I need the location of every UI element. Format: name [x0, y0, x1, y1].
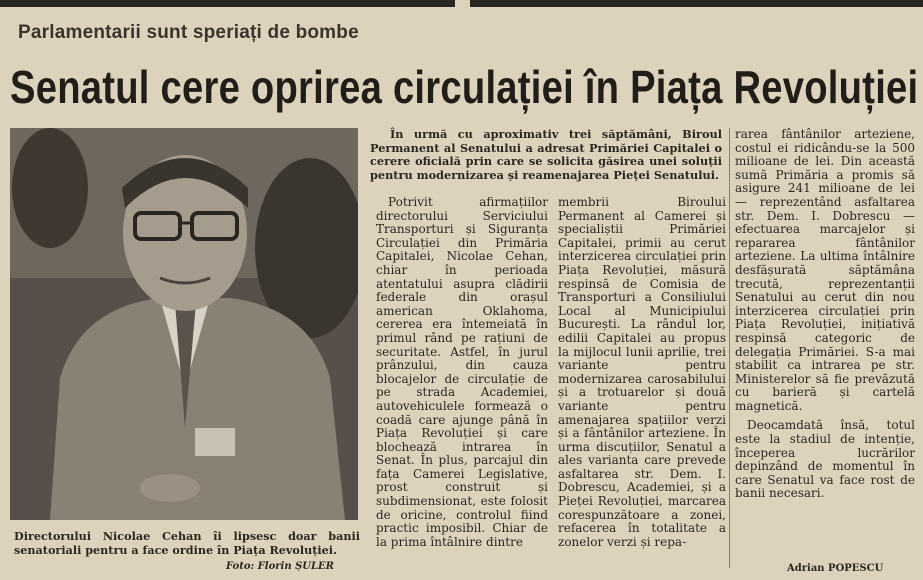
author-byline: Adrian POPESCU	[787, 563, 884, 574]
column-3-paragraph-1: rarea fântânilor arteziene, costul ei ridicându-se la 500 milioane de lei. Din această sumă Primăria a promis să asigure 241 milioane de lei — reprezentând asfaltarea str. Dem. I. Dobrescu — efectuarea marcajelor și repararea fântânilor arteziene. La ultima întâlnire desfășurată săptămâna trecută, reprezentanții Senatului au cerut din nou interzicerea circulației prin Piața Revoluției, inițiativă respinsă categoric de delegația Primăriei. S-a mai stabilit ca intrarea pe str. Ministerelor să fie prevăzută cu barieră și cartelă magnetică.	[735, 128, 915, 413]
article-column-1	[376, 196, 548, 580]
top-rule-right	[470, 0, 923, 7]
column-1-text: Potrivit afirmațiilor directorului Serviciului Transporturi și Siguranța Circulației din Primăria Capitalei, Nicolae Cehan, chiar în perioada atentatului asupra clădirii federale din orașul american Oklahoma, cererea era întemeiată în primul rând pe rațiuni de securitate. Astfel, în jurul prânzului, din cauza blocajelor de circulație de pe strada Academiei, autovehiculele formează o coadă care ajunge până în Piața Revoluției și care blochează intrarea în Senat. În plus, parcajul din fața Camerei Legislative, prost construit și subdimensionat, este folosit de oricine, controlul fiind practic imposibil. Chiar de la prima întâlnire dintre	[376, 196, 548, 549]
article-column-3	[735, 128, 915, 558]
portrait-image	[10, 128, 358, 520]
column-divider	[729, 128, 730, 568]
column-3-paragraph-2: Deocamdată însă, totul este la stadiul de intenție, începerea lucrărilor depinzând de momentul în care Senatul va face rost de banii necesari.	[735, 418, 915, 501]
top-rule-left	[0, 0, 455, 7]
portrait-photo	[10, 128, 358, 520]
column-2-text: membrii Biroului Permanent al Camerei și specialiștii Primăriei Capitalei, primii au cerut interzicerea circulației prin Piața Revoluției, măsură respinsă de Comisia de Transporturi a Consiliului Local al Municipiului București. La rândul lor, edilii Capitalei au propus la mijlocul lunii aprilie, trei variante pentru modernizarea carosabilului și a trotuarelor și două variante pentru amenajarea spațiilor verzi și a fântânilor arteziene. În urma discuțiilor, Senatul a ales varianta care prevede asfaltarea str. Dem. I. Dobrescu, Academiei, și a Pieței Revoluției, marcarea corespunzătoare a zonei, refacerea în totalitate a zonelor verzi și repa-	[558, 196, 726, 549]
photo-credit: Foto: Florin ȘULER	[226, 561, 334, 572]
kicker: Parlamentarii sunt speriați de bombe	[18, 22, 359, 43]
photo-caption: Directorului Nicolae Cehan îi lipsesc doar banii senatoriali pentru a face ordine în Piața Revoluției.	[14, 529, 360, 557]
article-lead: În urmă cu aproximativ trei săptămâni, Biroul Permanent al Senatului a adresat Primăriei Capitalei o cerere oficială prin care se solicita găsirea unei soluții pentru modernizarea și reamenajarea Pieței Senatului.	[370, 127, 722, 182]
article-column-2	[558, 196, 726, 580]
headline: Senatul cere oprirea circulației în Piața Revoluției	[10, 61, 919, 113]
